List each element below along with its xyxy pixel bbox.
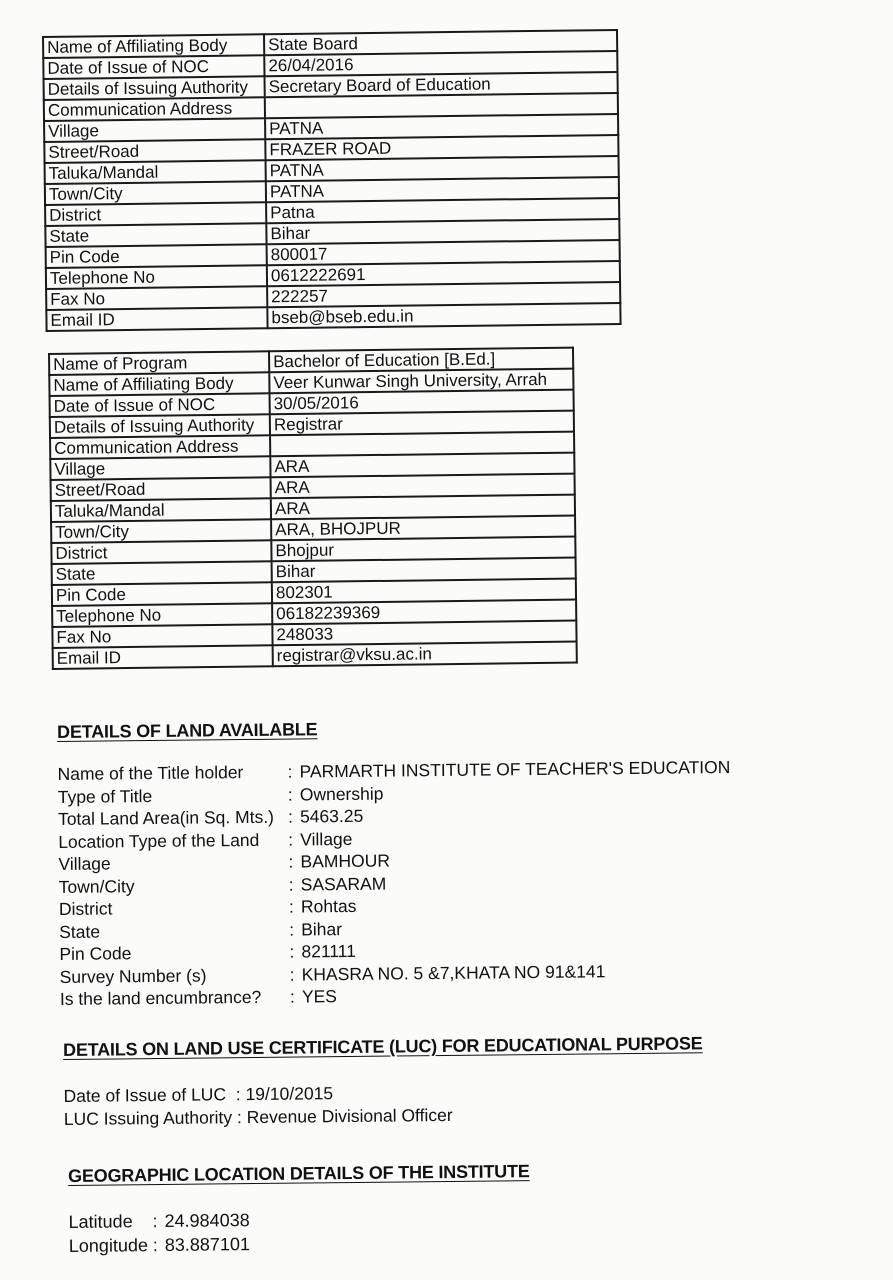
luc-details-section [63, 1033, 764, 1130]
row-value: State Board [264, 30, 617, 55]
row-label: Telephone No [46, 265, 267, 289]
row-label: Pin Code [46, 244, 267, 268]
item-label: Is the land encumbrance? [59, 986, 262, 1009]
item-label: Longitude [68, 1234, 149, 1256]
item-separator: : [288, 829, 294, 850]
item-value: 19/10/2015 [245, 1083, 334, 1105]
item-label: Pin Code [59, 943, 132, 964]
luc-details-list [63, 1078, 763, 1130]
row-label: Village [50, 456, 270, 480]
item-separator: : [288, 851, 294, 872]
row-value: ARA [270, 453, 574, 478]
section-heading: DETAILS ON LAND USE CERTIFICATE (LUC) FOR EDUCATIONAL PURPOSE [63, 1033, 703, 1060]
item-value: PARMARTH INSTITUTE OF TEACHER'S EDUCATION [299, 756, 731, 782]
item-separator: : [289, 986, 295, 1007]
item-separator: : [287, 761, 293, 782]
item-label: Location Type of the Land [58, 829, 260, 852]
item-separator: : [287, 784, 293, 805]
row-label: Details of Issuing Authority [44, 76, 265, 100]
section-heading: DETAILS OF LAND AVAILABLE [57, 719, 318, 742]
row-label: Taluka/Mandal [45, 160, 266, 184]
row-label: State [52, 561, 272, 585]
item-separator: : [152, 1234, 158, 1255]
item-value: Ownership [299, 783, 384, 804]
row-value: 26/04/2016 [264, 51, 617, 76]
row-label: Fax No [46, 286, 267, 310]
item-separator: : [289, 964, 295, 985]
row-value: Bihar [266, 219, 619, 244]
row-label: Name of Affiliating Body [43, 34, 264, 58]
row-label: Taluka/Mandal [51, 498, 271, 522]
geo-location-section [68, 1161, 589, 1258]
item-label: Latitude [68, 1211, 133, 1232]
row-value: Bihar [272, 558, 576, 583]
row-label: Fax No [52, 624, 272, 648]
section-heading: GEOGRAPHIC LOCATION DETAILS OF THE INSTITUTE [68, 1161, 530, 1186]
geo-details-list [68, 1206, 588, 1258]
item-separator: : [236, 1106, 242, 1127]
row-label: Street/Road [51, 477, 271, 501]
item-label: State [59, 921, 101, 942]
row-label: Email ID [53, 645, 273, 669]
row-value: Patna [266, 198, 619, 223]
item-separator: : [289, 919, 295, 940]
row-label: Date of Issue of NOC [50, 393, 270, 417]
row-label: Details of Issuing Authority [50, 414, 270, 438]
row-value: Veer Kunwar Singh University, Arrah [269, 369, 573, 394]
row-value: PATNA [266, 177, 619, 202]
item-label: Total Land Area(in Sq. Mts.) [57, 806, 275, 829]
item-label: Village [58, 853, 111, 874]
row-value: ARA, BHOJPUR [271, 516, 575, 541]
row-value: Bachelor of Education [B.Ed.] [269, 348, 573, 373]
item-value: Revenue Divisional Officer [246, 1104, 453, 1127]
item-label: Type of Title [57, 785, 153, 807]
row-label: Town/City [45, 181, 266, 205]
row-value: registrar@vksu.ac.in [273, 642, 577, 667]
land-details-section [57, 714, 780, 1010]
noc-university-table [48, 347, 578, 670]
item-label: LUC Issuing Authority [63, 1106, 233, 1129]
row-label: Town/City [51, 519, 271, 543]
item-label: District [58, 898, 113, 919]
row-label: Street/Road [44, 139, 265, 163]
item-value: YES [301, 986, 338, 1007]
row-value: Bhojpur [271, 537, 575, 562]
row-value: 248033 [272, 621, 576, 646]
item-value: 24.984038 [164, 1210, 250, 1231]
row-value: PATNA [265, 114, 618, 139]
row-label: Pin Code [52, 582, 272, 606]
item-label: Name of the Title holder [57, 762, 244, 784]
list-item [69, 1229, 589, 1258]
row-label: Village [44, 118, 265, 142]
row-label: District [51, 540, 271, 564]
item-value: SASARAM [300, 873, 387, 894]
item-label: Town/City [58, 875, 135, 897]
row-value: ARA [271, 474, 575, 499]
row-value: 30/05/2016 [270, 390, 574, 415]
row-label: Communication Address [44, 97, 265, 121]
row-value: FRAZER ROAD [265, 135, 618, 160]
row-value: 0612222691 [267, 261, 620, 286]
row-label: Telephone No [52, 603, 272, 627]
item-value: Village [300, 828, 353, 849]
item-separator: : [235, 1084, 241, 1105]
item-label: Date of Issue of LUC [63, 1084, 227, 1106]
row-label: Name of Program [49, 351, 269, 375]
item-label: Survey Number (s) [59, 964, 207, 987]
row-value: bseb@bseb.edu.in [267, 303, 620, 328]
row-value: PATNA [266, 156, 619, 181]
row-value: 802301 [272, 579, 576, 604]
noc-state-board-table [42, 29, 622, 332]
item-value: 821111 [301, 940, 357, 962]
item-separator: : [288, 874, 294, 895]
item-value: 5463.25 [299, 805, 364, 827]
item-separator: : [289, 941, 295, 962]
row-value: 800017 [267, 240, 620, 265]
row-value: 222257 [267, 282, 620, 307]
item-value: Bihar [301, 918, 343, 939]
item-value: 83.887101 [164, 1233, 251, 1255]
row-value: Registrar [270, 411, 574, 436]
row-value: ARA [271, 495, 575, 520]
item-separator: : [287, 806, 293, 827]
land-details-list [57, 755, 780, 1010]
item-value: BAMHOUR [300, 850, 391, 872]
row-label: Name of Affiliating Body [49, 372, 269, 396]
row-label: Email ID [46, 307, 267, 331]
item-separator: : [288, 896, 294, 917]
row-label: Communication Address [50, 435, 270, 459]
item-value: KHASRA NO. 5 &7,KHATA NO 91&141 [301, 960, 606, 984]
row-label: District [45, 202, 266, 226]
row-value: Secretary Board of Education [265, 72, 618, 97]
row-label: Date of Issue of NOC [43, 55, 264, 79]
item-value: Rohtas [300, 895, 357, 917]
row-label: State [45, 223, 266, 247]
item-separator: : [152, 1211, 158, 1232]
row-value: 06182239369 [272, 600, 576, 625]
